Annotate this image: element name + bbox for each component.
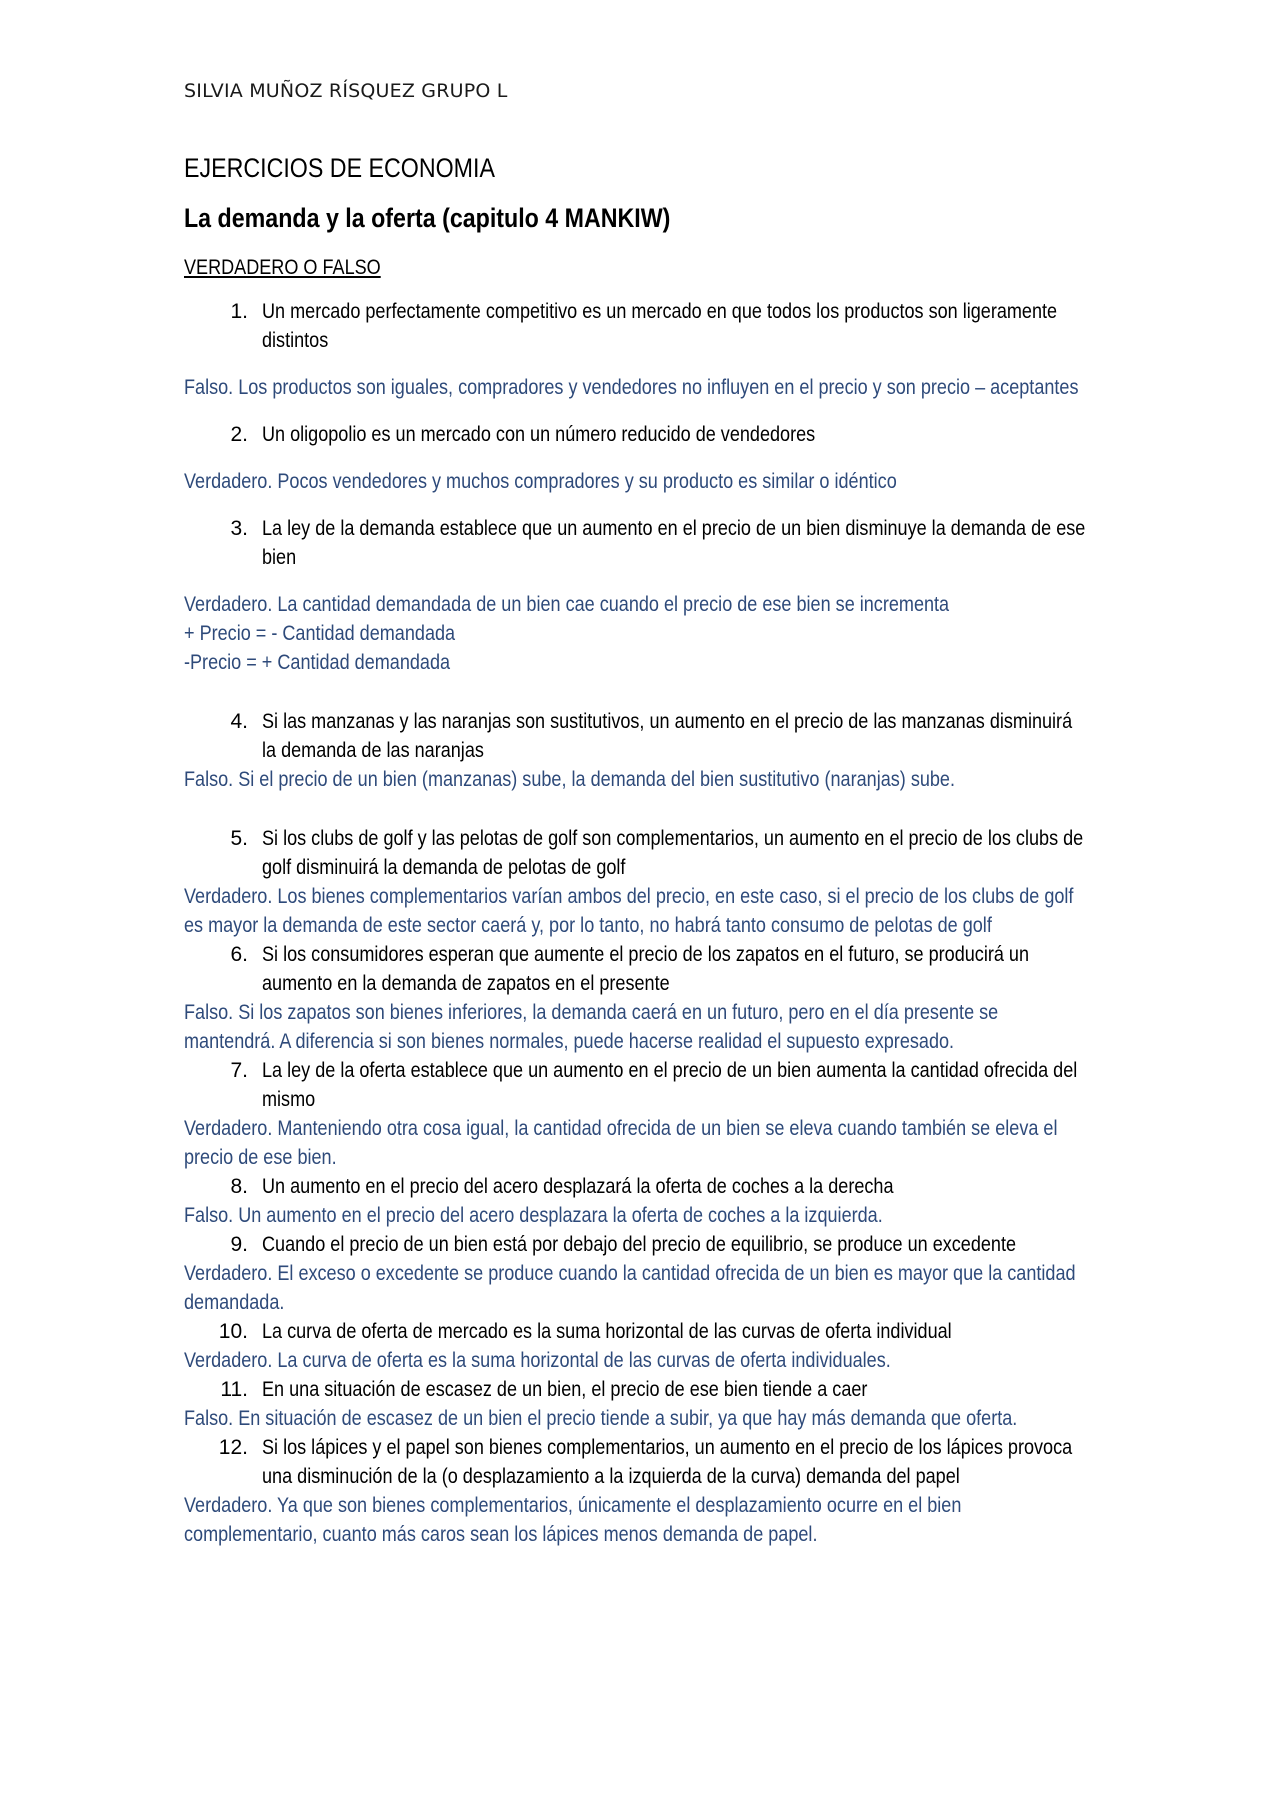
- question-text: Un oligopolio es un mercado con un número reducido de vendedores: [262, 423, 816, 446]
- question-text: Un mercado perfectamente competitivo es un mercado en que todos los productos son ligeramente distintos: [262, 300, 1058, 352]
- question-number: 4.: [230, 710, 248, 733]
- answer-line: Verdadero. La curva de oferta es la suma horizontal de las curvas de oferta individuales.: [184, 1349, 891, 1372]
- answer-text: [184, 1346, 1094, 1375]
- answer-text: [184, 765, 1094, 794]
- question-item: [184, 1317, 1094, 1346]
- answer-line: -Precio = + Cantidad demandada: [184, 651, 451, 674]
- question-text: Si los consumidores esperan que aumente el precio de los zapatos en el futuro, se producirá un aumento en la demanda de zapatos en el presente: [262, 943, 1030, 995]
- answer-text: [184, 1201, 1094, 1230]
- question-text: En una situación de escasez de un bien, el precio de ese bien tiende a caer: [262, 1378, 868, 1401]
- document-subtitle: La demanda y la oferta (capitulo 4 MANKIW): [184, 203, 671, 233]
- answer-line: Falso. Los productos son iguales, compradores y vendedores no influyen en el precio y son precio – aceptantes: [184, 376, 1079, 399]
- answer-line: + Precio = - Cantidad demandada: [184, 622, 456, 645]
- question-item: [184, 1433, 1094, 1491]
- answer-line: Falso. Si el precio de un bien (manzanas) sube, la demanda del bien sustitutivo (naranjas) sube.: [184, 768, 956, 791]
- question-number: 12.: [218, 1436, 248, 1459]
- question-item: [184, 1230, 1094, 1259]
- answer-line: Verdadero. La cantidad demandada de un bien cae cuando el precio de ese bien se incrementa: [184, 593, 950, 616]
- question-number: 3.: [230, 517, 248, 540]
- answer-text: [184, 882, 1094, 940]
- question-number: 9.: [230, 1233, 248, 1256]
- answer-text: [184, 998, 1094, 1056]
- question-number: 11.: [220, 1378, 248, 1401]
- answer-line: Verdadero. Manteniendo otra cosa igual, la cantidad ofrecida de un bien se eleva cuando también se eleva el precio de ese bien.: [184, 1117, 1058, 1169]
- document-page: [184, 78, 1094, 1549]
- answer-text: [184, 1491, 1094, 1549]
- question-item: [184, 940, 1094, 998]
- answer-line: Falso. En situación de escasez de un bien el precio tiende a subir, ya que hay más demanda que oferta.: [184, 1407, 1018, 1430]
- answer-line: Verdadero. El exceso o excedente se produce cuando la cantidad ofrecida de un bien es mayor que la cantidad demandada.: [184, 1262, 1076, 1314]
- section-heading: VERDADERO O FALSO: [184, 256, 381, 279]
- question-number: 5.: [230, 827, 248, 850]
- question-text: La ley de la oferta establece que un aumento en el precio de un bien aumenta la cantidad ofrecida del mismo: [262, 1059, 1078, 1111]
- question-item: [184, 297, 1094, 355]
- answer-line: Falso. Si los zapatos son bienes inferiores, la demanda caerá en un futuro, pero en el día presente se mantendrá. A diferencia si son bienes normales, puede hacerse realidad el supuesto expresado.: [184, 1001, 999, 1053]
- question-item: [184, 514, 1094, 572]
- answer-line: Verdadero. Pocos vendedores y muchos compradores y su producto es similar o idéntico: [184, 470, 897, 493]
- question-number: 6.: [230, 943, 248, 966]
- question-item: [184, 707, 1094, 765]
- answer-text: [184, 467, 1094, 496]
- question-number: 8.: [230, 1175, 248, 1198]
- question-number: 10.: [218, 1320, 248, 1343]
- answer-line: Verdadero. Ya que son bienes complementarios, únicamente el desplazamiento ocurre en el bien complementario, cuanto más caros sean los lápices menos demanda de papel.: [184, 1494, 962, 1546]
- answer-text: [184, 1259, 1094, 1317]
- question-number: 1.: [230, 300, 248, 323]
- question-text: Si los lápices y el papel son bienes complementarios, un aumento en el precio de los lápices provoca una disminución de la (o desplazamiento a la izquierda de la curva) demanda del papel: [262, 1436, 1073, 1488]
- answer-text: [184, 619, 1094, 648]
- author-header: SILVIA MUÑOZ RÍSQUEZ GRUPO L: [184, 80, 508, 102]
- question-text: Si las manzanas y las naranjas son sustitutivos, un aumento en el precio de las manzanas disminuirá la demanda de las naranjas: [262, 710, 1073, 762]
- question-text: La ley de la demanda establece que un aumento en el precio de un bien disminuye la demanda de ese bien: [262, 517, 1086, 569]
- document-title: EJERCICIOS DE ECONOMIA: [184, 153, 495, 183]
- answer-text: [184, 590, 1094, 619]
- answer-text: [184, 1114, 1094, 1172]
- question-text: Cuando el precio de un bien está por debajo del precio de equilibrio, se produce un excedente: [262, 1233, 1017, 1256]
- question-item: [184, 1375, 1094, 1404]
- question-text: Si los clubs de golf y las pelotas de golf son complementarios, un aumento en el precio de los clubs de golf disminuirá la demanda de pelotas de golf: [262, 827, 1084, 879]
- question-number: 2.: [230, 423, 248, 446]
- question-item: [184, 1172, 1094, 1201]
- question-item: [184, 420, 1094, 449]
- answer-text: [184, 373, 1094, 402]
- answer-line: Verdadero. Los bienes complementarios varían ambos del precio, en este caso, si el precio de los clubs de golf es mayor la demanda de este sector caerá y, por lo tanto, no habrá tanto consumo de pelotas de golf: [184, 885, 1074, 937]
- question-number: 7.: [230, 1059, 248, 1082]
- answer-text: [184, 1404, 1094, 1433]
- question-item: [184, 1056, 1094, 1114]
- question-text: Un aumento en el precio del acero desplazará la oferta de coches a la derecha: [262, 1175, 894, 1198]
- question-item: [184, 824, 1094, 882]
- question-text: La curva de oferta de mercado es la suma horizontal de las curvas de oferta individual: [262, 1320, 952, 1343]
- answer-text: [184, 648, 1094, 677]
- answer-line: Falso. Un aumento en el precio del acero desplazara la oferta de coches a la izquierda.: [184, 1204, 883, 1227]
